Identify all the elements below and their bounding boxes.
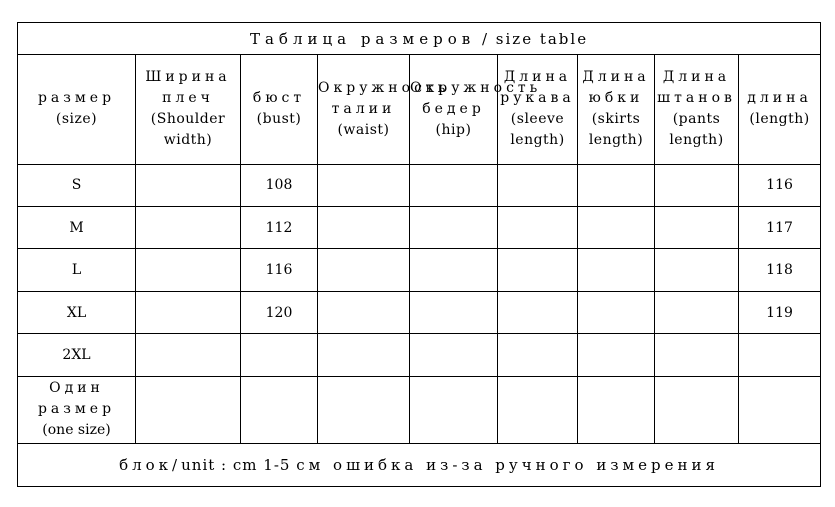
measurement-cell — [578, 164, 655, 206]
error-range: 1-5 — [263, 455, 291, 474]
measurement-cell: 112 — [241, 206, 318, 248]
measurement-cell — [410, 376, 498, 443]
size-chart-table — [17, 22, 821, 487]
one-size-row — [18, 376, 821, 443]
measurement-cell — [498, 249, 578, 291]
table-row — [18, 164, 821, 206]
measurement-cell — [410, 206, 498, 248]
column-header-en: (bust) — [256, 111, 302, 128]
measurement-cell — [410, 334, 498, 376]
measurement-cell: 118 — [739, 249, 821, 291]
size-label: 2XL — [18, 334, 136, 376]
column-header-ru: Ширина плеч — [145, 69, 231, 107]
table-title-en: / size table — [481, 29, 589, 48]
measurement-cell — [655, 249, 739, 291]
measurement-cell — [410, 249, 498, 291]
measurement-cell — [578, 376, 655, 443]
column-header-en: (sleeve length) — [510, 111, 565, 149]
column-header-ru: размер — [37, 90, 116, 107]
measurement-cell — [136, 334, 241, 376]
column-header-en: (skirts length) — [588, 111, 644, 149]
column-header-ru: бюст — [252, 90, 306, 107]
measurement-cell — [655, 206, 739, 248]
column-header-ru: Длина штанов — [657, 69, 736, 107]
measurement-cell — [318, 291, 410, 333]
measurement-cell — [739, 334, 821, 376]
one-size-label — [18, 376, 136, 443]
measurement-cell — [410, 291, 498, 333]
measurement-cell — [136, 206, 241, 248]
measurement-cell — [136, 291, 241, 333]
measurement-cell — [318, 164, 410, 206]
measurement-cell — [241, 334, 318, 376]
measurement-cell — [136, 376, 241, 443]
table-row — [18, 206, 821, 248]
measurement-cell — [410, 164, 498, 206]
measurement-cell: 108 — [241, 164, 318, 206]
one-size-label-ru: Один размер — [37, 380, 116, 418]
measurement-cell — [318, 206, 410, 248]
measurement-cell — [318, 334, 410, 376]
measurement-cell — [578, 334, 655, 376]
unit-label-en: unit : cm — [181, 455, 258, 474]
column-header-ru: Длина рукава — [500, 69, 575, 107]
column-header-en: (Shoulder width) — [150, 111, 226, 149]
column-header-en: (length) — [749, 111, 810, 128]
table-row — [18, 291, 821, 333]
measurement-cell — [739, 376, 821, 443]
column-header — [318, 55, 450, 164]
table-row — [18, 249, 821, 291]
measurement-cell — [498, 291, 578, 333]
unit-note — [18, 443, 821, 487]
table-title — [18, 23, 821, 55]
measurement-cell — [136, 164, 241, 206]
measurement-cell — [655, 334, 739, 376]
measurement-cell: 120 — [241, 291, 318, 333]
column-header-ru: Окружность талии — [318, 79, 450, 117]
error-note-ru: см ошибка из-за ручного измерения — [296, 455, 719, 474]
column-header — [241, 55, 318, 164]
measurement-cell — [578, 291, 655, 333]
measurement-cell — [655, 164, 739, 206]
title-row — [18, 23, 821, 55]
measurement-cell — [241, 376, 318, 443]
size-label: XL — [18, 291, 136, 333]
table-title-ru: Таблица размеров — [249, 29, 476, 48]
measurement-cell: 119 — [739, 291, 821, 333]
column-header — [18, 55, 136, 164]
measurement-cell — [578, 249, 655, 291]
column-header-en: (size) — [55, 111, 98, 128]
column-header — [136, 55, 241, 164]
measurement-cell — [498, 164, 578, 206]
footer-row — [18, 443, 821, 487]
measurement-cell — [498, 206, 578, 248]
measurement-cell — [578, 206, 655, 248]
table-row — [18, 334, 821, 376]
measurement-cell — [655, 291, 739, 333]
size-label: L — [18, 249, 136, 291]
column-header — [655, 55, 739, 164]
size-label: S — [18, 164, 136, 206]
one-size-label-en: (one size) — [42, 422, 111, 439]
size-label: M — [18, 206, 136, 248]
column-header-en: (pants length) — [669, 111, 724, 149]
column-header-en: (hip) — [435, 121, 472, 138]
measurement-cell — [498, 334, 578, 376]
column-header — [578, 55, 655, 164]
column-header-ru: Длина юбки — [582, 69, 650, 107]
column-header — [739, 55, 821, 164]
column-header-ru: длина — [747, 90, 812, 107]
measurement-cell — [655, 376, 739, 443]
column-header — [498, 55, 578, 164]
column-header-en: (waist) — [337, 121, 390, 138]
measurement-cell — [318, 249, 410, 291]
unit-label-ru: блок/ — [119, 455, 182, 474]
measurement-cell: 116 — [739, 164, 821, 206]
measurement-cell — [136, 249, 241, 291]
measurement-cell — [498, 376, 578, 443]
column-header-ru: Окружность бедер — [410, 79, 542, 117]
measurement-cell: 117 — [739, 206, 821, 248]
measurement-cell: 116 — [241, 249, 318, 291]
header-row — [18, 55, 821, 164]
measurement-cell — [318, 376, 410, 443]
